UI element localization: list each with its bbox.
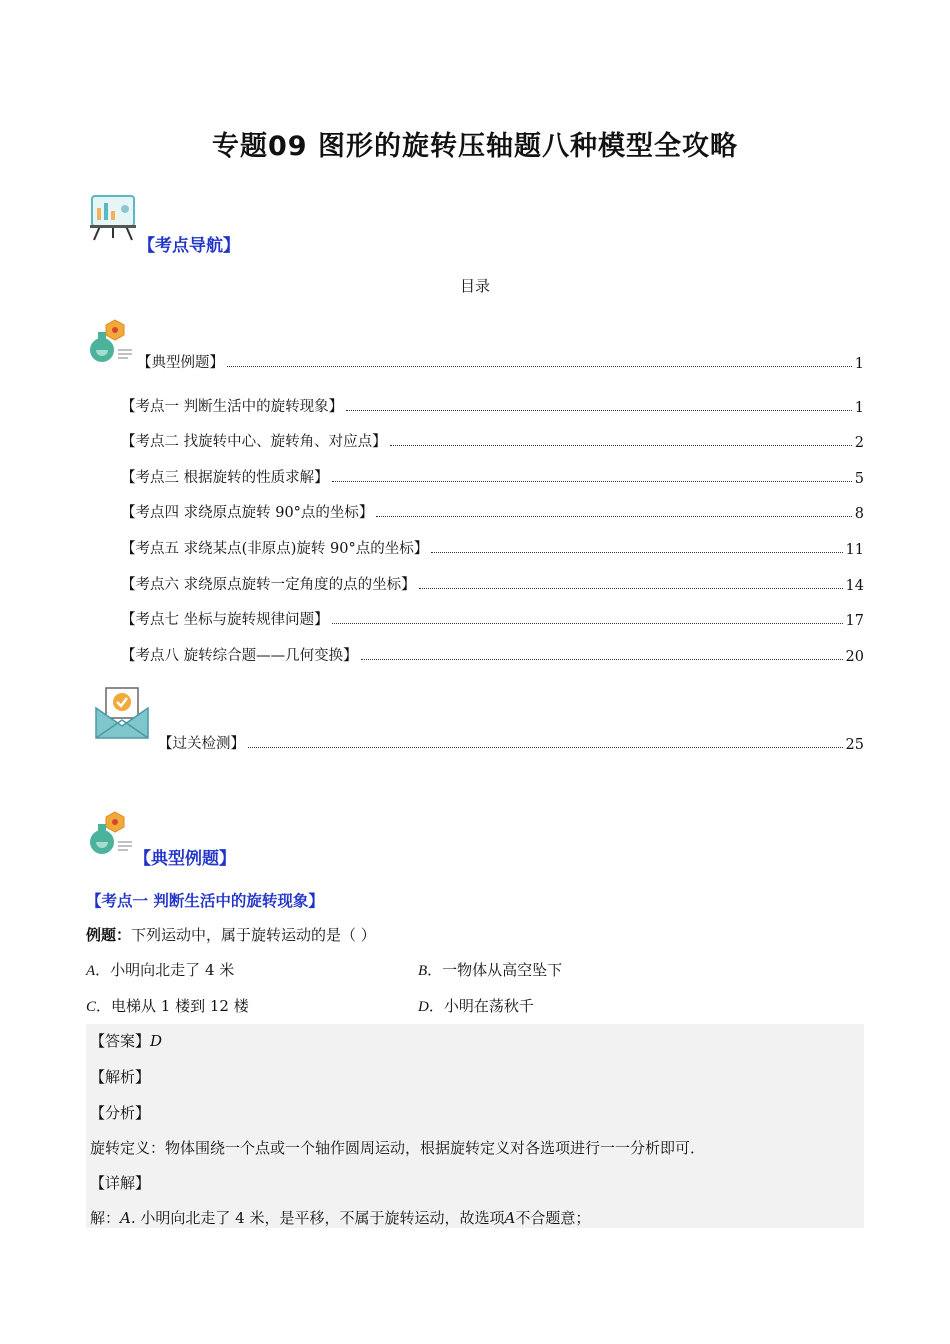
toc-page: 8 (854, 506, 864, 522)
solution-letter: A. (120, 1209, 136, 1227)
toc-leader (361, 659, 843, 660)
flask-icon (88, 318, 134, 364)
toc-leader (390, 445, 852, 446)
solution-mid: 小明向北走了 4 米，是平移，不属于旋转运动，故选项 (135, 1209, 505, 1227)
toc-row-point-1[interactable] (121, 396, 864, 416)
toc-label: 【考点五 求绕某点(非原点)旋转 90°点的坐标】 (121, 541, 429, 557)
toc-leader (431, 552, 842, 553)
answer-line (90, 1030, 162, 1051)
flask-icon (88, 810, 134, 856)
toc-page: 14 (845, 578, 864, 594)
envelope-check-icon (94, 686, 150, 740)
toc-page: 11 (845, 542, 864, 558)
solution-prefix: 解： (90, 1209, 121, 1227)
jiexi-label: 【解析】 (90, 1068, 151, 1086)
option-a[interactable] (86, 959, 234, 980)
toc-label: 【考点七 坐标与旋转规律问题】 (121, 612, 329, 628)
toc-label: 【考点八 旋转综合题——几何变换】 (121, 648, 358, 664)
toc-page: 1 (854, 400, 864, 416)
xiangjie-label: 【详解】 (90, 1174, 151, 1192)
solution-text (90, 1207, 590, 1228)
toc-row-point-3[interactable] (121, 467, 864, 487)
toc-label: 【典型例题】 (137, 355, 224, 371)
toc-label: 【考点二 找旋转中心、旋转角、对应点】 (121, 434, 387, 450)
toc-label: 【考点三 根据旋转的性质求解】 (121, 470, 329, 486)
option-c[interactable] (86, 995, 249, 1016)
toc-row-point-6[interactable] (121, 574, 864, 594)
analysis-text: 旋转定义：物体围绕一个点或一个轴作圆周运动，根据旋转定义对各选项进行一一分析即可． (90, 1139, 706, 1157)
fenxi-label: 【分析】 (90, 1104, 151, 1122)
page-title: 专题09 图形的旋转压轴题八种模型全攻略 (212, 131, 738, 162)
toc-row-point-5[interactable] (121, 538, 864, 558)
toc-label: 【考点一 判断生活中的旋转现象】 (121, 399, 344, 415)
toc-page: 2 (854, 435, 864, 451)
toc-row-check[interactable] (158, 733, 864, 753)
question-text: 下列运动中，属于旋转运动的是（ ） (131, 926, 376, 944)
toc-leader (332, 481, 852, 482)
option-text: ．一物体从高空坠下 (427, 961, 563, 979)
answer-value: D (150, 1032, 163, 1050)
point-heading: 【考点一 判断生活中的旋转现象】 (86, 892, 324, 910)
toc-label: 【考点六 求绕原点旋转一定角度的点的坐标】 (121, 577, 416, 593)
toc-page: 1 (854, 356, 864, 372)
toc-leader (419, 588, 843, 589)
toc-leader (346, 410, 852, 411)
toc-page: 17 (845, 613, 864, 629)
option-d[interactable] (418, 995, 534, 1016)
option-text: ．小明在荡秋千 (428, 997, 534, 1015)
toc-row-typical[interactable] (137, 352, 864, 372)
option-letter: B (418, 963, 428, 979)
section-heading: 【典型例题】 (134, 849, 236, 869)
option-text: ．电梯从 1 楼到 12 楼 (96, 997, 249, 1015)
toc-leader (227, 366, 852, 367)
toc-row-point-2[interactable] (121, 431, 864, 451)
answer-label: 【答案】 (90, 1032, 151, 1050)
toc-label: 【考点四 求绕原点旋转 90°点的坐标】 (121, 505, 374, 521)
solution-letter: A (504, 1209, 516, 1227)
toc-leader (248, 747, 843, 748)
toc-label: 【过关检测】 (158, 736, 245, 752)
example-question (86, 924, 376, 945)
solution-end: 不合题意； (515, 1209, 591, 1227)
option-letter: D (418, 999, 429, 1015)
nav-heading: 【考点导航】 (138, 236, 240, 256)
toc-leader (332, 623, 843, 624)
toc-row-point-4[interactable] (121, 502, 864, 522)
option-letter: C (86, 999, 97, 1015)
toc-row-point-7[interactable] (121, 609, 864, 629)
answer-box (86, 1024, 864, 1228)
toc-row-point-8[interactable] (121, 645, 864, 665)
option-b[interactable] (418, 959, 562, 980)
presentation-board-icon (88, 192, 138, 242)
toc-leader (376, 516, 851, 517)
option-text: ．小明向北走了 4 米 (95, 961, 235, 979)
toc-page: 20 (845, 649, 864, 665)
option-letter: A (86, 963, 96, 979)
toc-page: 5 (854, 471, 864, 487)
toc-page: 25 (845, 737, 864, 753)
example-label: 例题： (86, 926, 132, 944)
toc-caption: 目录 (459, 277, 490, 295)
